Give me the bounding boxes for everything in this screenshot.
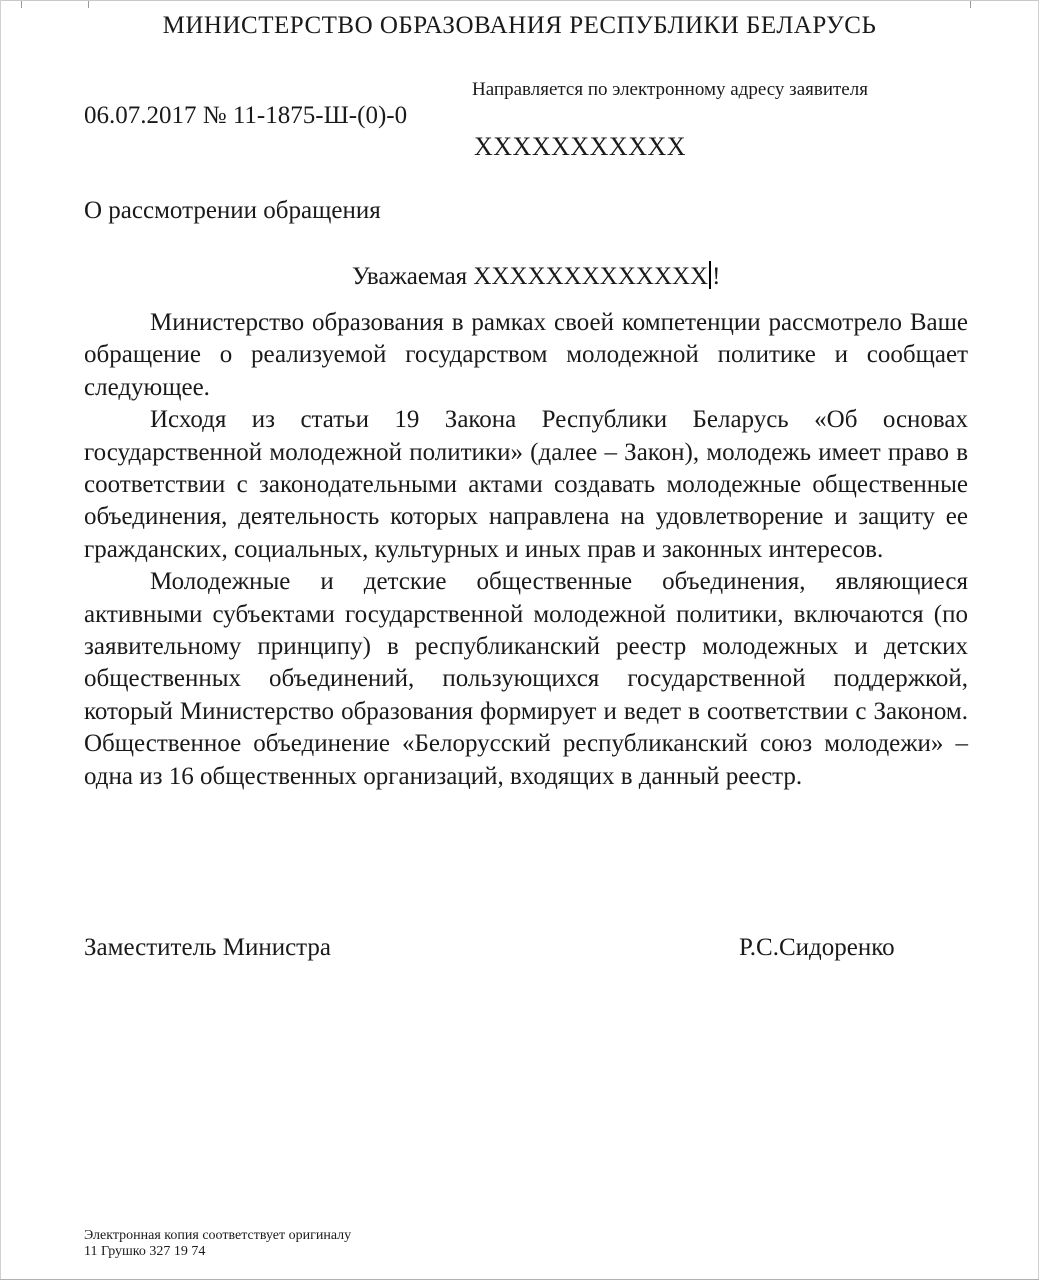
ruler-tick [21, 1, 22, 8]
letter-body[interactable] [84, 307, 968, 793]
body-paragraph: Министерство образования в рамках своей компетенции рассмотрело Ваше обращение о реализуемой государством молодежной политике и сообщает следующее. [84, 309, 968, 401]
footer-note [84, 1228, 351, 1260]
recipient-address: XXXXXXXXXXX [474, 132, 687, 161]
copy-note: Электронная копия соответствует оригиналу [84, 1228, 352, 1243]
registration-number: 06.07.2017 № 11-1875-Ш-(0)-0 [84, 102, 408, 129]
body-paragraph: Исходя из статьи 19 Закона Республики Беларусь «Об основах государственной молодежной политики» (далее – Закон), молодежь имеет право в соответствии с законодательными актами создавать молодежные общественные объединения, деятельность которых направлена на удовлетворение и защиту ее гражданских, социальных, культурных и иных прав и законных интересов. [84, 406, 968, 563]
body-paragraph: Молодежные и детские общественные объединения, являющиеся активными субъектами государственной молодежной политики, включаются (по заявительному принципу) в республиканский реестр молодежных и детских общественных объединений, пользующихся государственной поддержкой, который Министерство образования формирует и ведет в соответствии с Законом. Общественное объединение «Белорусский республиканский союз молодежи» – одна из 16 общественных организаций, входящих в данный реестр. [84, 568, 968, 790]
page-left-edge [0, 0, 1, 1280]
text-cursor [709, 261, 711, 289]
letter-subject: О рассмотрении обращения [84, 197, 381, 224]
ministry-header: МИНИСТЕРСТВО ОБРАЗОВАНИЯ РЕСПУБЛИКИ БЕЛАРУСЬ [162, 12, 877, 39]
ruler-tick [970, 1, 971, 8]
signer-title: Заместитель Министра [84, 934, 331, 961]
salutation-text: Уважаемая XXXXXXXXXXXXX [352, 263, 709, 290]
ruler-tick [88, 1, 89, 8]
delivery-note: Направляется по электронному адресу заявителя [472, 79, 868, 100]
page-top-edge [0, 0, 1039, 9]
salutation-punctuation: ! [712, 263, 721, 290]
signer-name: Р.С.Сидоренко [739, 934, 895, 961]
executor-contact: 11 Грушко 327 19 74 [84, 1244, 206, 1259]
salutation[interactable] [352, 261, 720, 291]
